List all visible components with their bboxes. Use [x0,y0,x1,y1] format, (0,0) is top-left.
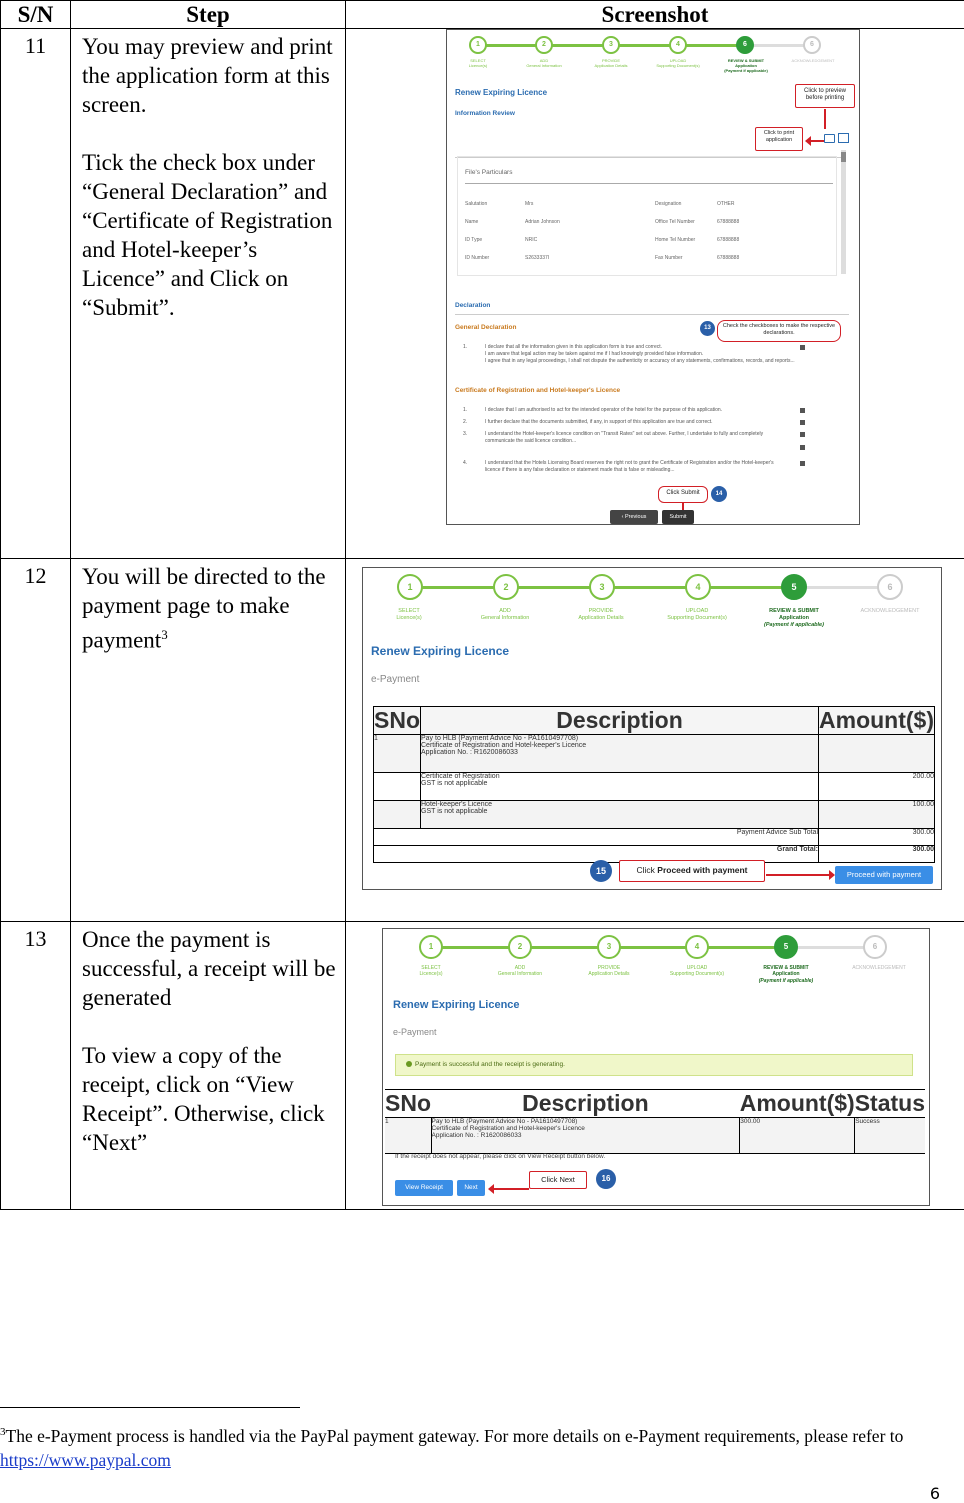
declaration-text: I understand the Hotel-keeper's licence condition on "Transit Rates" set out above. Further, I undertake to fully and completely communicate the said licence condition... [485,431,764,444]
declaration-text: I declare that I am authorised to act for the intended operator of the hotel for the purpose of this application. [485,407,723,413]
cert-heading: Certificate of Registration and Hotel-keeper's Licence [455,387,621,394]
step-cell [71,559,346,922]
print-icon[interactable] [824,134,835,143]
declaration-text: I agree that in any legal proceedings, I shall not dispute the authenticity or accuracy of any statements, confirmations, records, and reports... [485,358,795,364]
step-label: PROVIDE Application Details [578,608,624,621]
step-label: ACKNOWLEDGEMENT [852,965,906,971]
footnote-rule [0,1407,300,1408]
sn-cell: 13 [1,922,71,1210]
step-label: REVIEW & SUBMIT Application (Payment if applicable) [758,965,814,984]
step-circle: 3 [589,574,615,600]
step-circle: 6 [736,36,754,54]
step-label: UPLOAD Supporting Document(s) [669,965,725,978]
checkbox[interactable] [800,345,805,350]
step-label: ACKNOWLEDGEMENT [791,58,835,63]
step-circle: 1 [469,36,487,54]
step-label: PROVIDE Application Details [588,965,630,978]
submit-button[interactable]: Submit [662,510,694,524]
progress-bar [383,935,929,984]
screenshot-cell [346,559,964,922]
general-declaration-heading: General Declaration [455,324,517,331]
step-label: UPLOAD Supporting Document(s) [667,608,727,621]
preview-icon[interactable] [838,133,849,143]
success-alert: Payment is successful and the receipt is generating. [395,1054,913,1076]
table-row: Certificate of Registration GST is not applicable 200.00 [374,773,935,801]
step-circle: 4 [685,935,709,959]
step-circle: 5 [781,574,807,600]
step-label: ADD General Information [480,608,530,621]
step-text: To view a copy of the receipt, click on “View Receipt”. Otherwise, click “Next” [82,1043,325,1155]
step-circle: 2 [535,36,553,54]
section-title: e-Payment [371,674,420,685]
previous-button[interactable]: ‹ Previous [610,510,658,524]
step-circle: 5 [774,935,798,959]
table-row [1,559,964,922]
section-title: e-Payment [393,1027,437,1037]
step-circle: 1 [419,935,443,959]
checkbox[interactable] [800,420,805,425]
table-row: Payment Advice Sub Total 300.00 [374,829,935,846]
step-circle: 6 [803,36,821,54]
step-cell [71,29,346,559]
step-text: You may preview and print the application form at this screen. [82,34,333,117]
footnote-ref: 3 [161,627,168,642]
screenshot-cell [346,29,964,559]
screenshot-review: 1 2 3 4 6 6 SELECT Licence(s) ADD General Information PROVIDE Application Details UPLOAD Supporting Document(s) REVIEW & SUBMIT Application (Payment if applicable) ACKNOWLEDGEMENT Renew Expiring Licence Click to preview before printing Information Review Click to print application File's Particulars Salutation Mrs Designation OTHER Name Adrian Johnson Office Tel Number 67888888 ID Type NRIC Home Tel Number 67888888 ID Number S2633337I Fax Number 67888888 Declaration General Declaration 13 Check the checkboxes to make the respective declarations. 1. I declare that all the information given in this application form is true and correct. I am aware that legal action may be taken against me if I had knowingly provided false information. I agree that in any legal proceedings, I shall not dispute the authenticity or accuracy of any statements, confirmations, records, and reports... Certificate of Registration and Hotel-keeper's Licence 1. I declare that I am authorised to act for the intended operator of the hotel for the purpose of this application. 2. I further declare that the documents submitted, if any, in support of this application are true and correct. 3. I understand the Hotel-keeper's licence condition on "Transit Rates" set out above. Further, I undertake to fully and completely communicate the said licence condition... 4. I understand that the Hotels Licensing Board reserves the right not to grant the Certificate of Registration and/or the Hotel-keeper's licence if there is any false declaration or statement made that is false or misleading... Click Submit 14 ‹ Previous Submit [446,29,860,525]
payment-table [373,706,935,863]
step-text: Once the payment is successful, a receipt will be generated [82,927,336,1010]
table-row [1,922,964,1210]
step-label: ACKNOWLEDGEMENT [860,608,920,614]
checkbox[interactable] [800,461,805,466]
step-cell [71,922,346,1210]
step-circle: 3 [602,36,620,54]
callout-print: Click to print application [755,127,803,151]
header-sn: S/N [1,1,71,29]
callout-check: Check the checkboxes to make the respective declarations. [717,320,841,342]
header-row [1,1,964,29]
particulars-title: File's Particulars [465,169,513,176]
scrollbar[interactable] [841,150,846,274]
table-row: 1 Pay to HLB (Payment Advice No - PA1610497708) Certificate of Registration and Hotel-keeper's Licence Application No. : R1620086033 [374,735,935,773]
table-row: Hotel-keeper's Licence GST is not applicable 100.00 [374,801,935,829]
proceed-with-payment-button[interactable]: Proceed with payment [835,866,933,884]
view-receipt-button[interactable]: View Receipt [395,1180,453,1196]
callout-preview: Click to preview before printing [795,84,855,108]
step-circle: 4 [685,574,711,600]
declaration-text: I declare that all the information given in this application form is true and correct. [485,344,663,350]
step-label: UPLOAD Supporting Document(s) [656,58,700,68]
footnote-text: The e-Payment process is handled via the PayPal payment gateway. For more details on e-Payment requirements, please refer to [5,1425,904,1446]
receipt-note: If the receipt does not appear, please click on View Receipt button below. [395,1153,606,1160]
callout-proceed: Click Proceed with payment [619,860,765,882]
table-row: Grand Total: 300.00 [374,846,935,863]
receipt-table [385,1089,925,1154]
screenshot-cell [346,922,964,1210]
progress-bar [363,574,941,628]
footnote-number: 3 [0,1426,6,1438]
step-label: SELECT Licence(s) [396,608,422,621]
step-label: ADD General Information [497,965,543,978]
callout-next: Click Next [529,1171,587,1189]
page-title: Renew Expiring Licence [393,999,520,1011]
step-badge-15: 15 [590,860,612,882]
step-text: You will be directed to the payment page to make payment$^3$ [82,564,326,653]
section-title: Information Review [455,110,515,117]
declaration-text: I understand that the Hotels Licensing Board reserves the right not to grant the Certificate of Registration and/or the Hotel-keeper's licence if there is any false declaration or statement made that is false or misleading... [485,460,774,473]
check-circle-icon [406,1061,412,1067]
step-badge-16: 16 [596,1169,616,1189]
step-circle: 4 [669,36,687,54]
header-screenshot: Screenshot [346,1,964,29]
declaration-text: I further declare that the documents submitted, if any, in support of this application are true and correct. [485,419,713,425]
step-circle: 6 [877,574,903,600]
next-button[interactable]: Next [457,1180,485,1196]
table-header: SNo Description Amount($) [374,707,934,733]
step-label: REVIEW & SUBMIT Application (Payment if applicable) [764,608,824,628]
table-row [1,29,964,559]
callout-submit: Click Submit [658,486,708,503]
declaration-text: I am aware that legal action may be taken against me if I had knowingly provided false information. [485,351,704,357]
step-label: SELECT Licence(s) [419,965,443,978]
checkbox[interactable] [800,408,805,413]
step-badge-14: 14 [711,486,727,502]
step-label: ADD General Information [526,58,562,68]
checkbox[interactable] [800,445,805,450]
step-circle: 1 [397,574,423,600]
progress-bar [447,34,859,80]
paypal-link[interactable]: https://www.paypal.com [0,1449,171,1470]
header-step: Step [71,1,346,29]
step-circle: 6 [863,935,887,959]
table-header: SNo Description Amount($) Status [385,1090,925,1116]
footnote [0,1420,960,1472]
step-circle: 2 [508,935,532,959]
step-circle: 2 [493,574,519,600]
screenshot-payment-success [382,928,930,1206]
step-circle: 3 [597,935,621,959]
step-badge-13: 13 [700,321,715,336]
declaration-heading: Declaration [455,302,491,309]
sn-cell: 12 [1,559,71,922]
page-title: Renew Expiring Licence [455,88,548,97]
step-label: PROVIDE Application Details [594,58,628,68]
sn-cell: 11 [1,29,71,559]
page-number: 6 [929,1484,940,1503]
step-label: SELECT Licence(s) [468,58,488,68]
step-text: Tick the check box under “General Declaration” and “Certificate of Registration and Hotel-keeper’s Licence” and Click on “Submit”. [82,150,333,320]
table-row: 1 Pay to HLB (Payment Advice No - PA1610497708) Certificate of Registration and Hotel-keeper's Licence Application No. : R1620086033 300.00 Success [385,1118,925,1154]
page-title: Renew Expiring Licence [371,644,510,658]
screenshot-payment [362,567,942,890]
step-label: REVIEW & SUBMIT Application (Payment if applicable) [724,58,768,73]
checkbox[interactable] [800,432,805,437]
